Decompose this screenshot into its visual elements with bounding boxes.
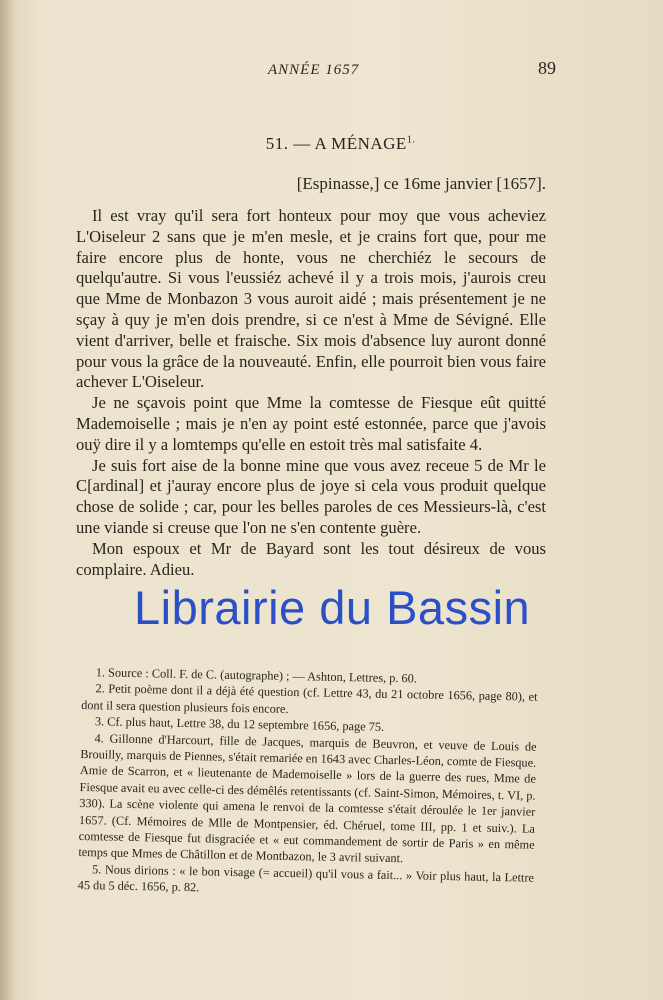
footnote: 4. Gillonne d'Harcourt, fille de Jacques, marquis de Beuvron, et veuve de Louis de Brouilly, marquis de Piennes, s'était remariée en 1643 avec Charles-Léon, comte de Fiesque. Amie de Scarron, et « lieutenante de Mademoiselle » lors de la guerre des rues, Mme de Fiesque avait eu avec celle-ci des démêlés retentissants (cf. Saint-Simon, Mémoires, t. VI, p. 330). La scène violente qui amena le renvoi de la comtesse s'était déroulée le 1er janvier 1657. (Cf. Mémoires de Mlle de Montpensier, éd. Chéruel, tome III, pp. 1 et suiv.). La comtesse de Fiesque fut disgraciée et « eut commandement de sortir de Paris » en même temps que Mmes de Châtillon et de Montbazon, le 3 avril suivant.	[78, 730, 537, 866]
paragraph: Je suis fort aise de la bonne mine que vous avez receue 5 de Mr le C[ardinal] et j'auray encore plus de joye si cela vous produit quelque chose de solide ; car, pour les belles paroles de ces Messieurs-là, c'est une viande si creuse que l'on ne s'en contente guère.	[76, 455, 546, 537]
letter-heading-note: 1.	[406, 134, 416, 146]
paragraph: Il est vray qu'il sera fort honteux pour moy que vous acheviez L'Oiseleur 2 sans que je m'en mesle, et je crains fort que, pour me faire encore plus de honte, vous ne cherchiéz le secours de quelqu'autre. Si vous l'eussiéz achevé il y a trois mois, j'aurois creu que Mme de Monbazon 3 vous auroit aidé ; mais présentement je ne sçay à quy je m'en dois prendre, si ce n'est à Mme de Sévigné. Elle vient d'arriver, belle et fraische. Six mois d'absence luy auront donné pour vous la grâce de la nouveauté. Enfin, elle pourroit bien vous faire achever L'Oiseleur.	[76, 206, 546, 392]
letter-heading	[0, 134, 663, 154]
footnote: 2. Petit poème dont il a déjà été question (cf. Lettre 43, du 21 octobre 1656, page 80), et dont il sera question plusieurs fois encore.	[81, 681, 538, 716]
letter-body	[76, 206, 546, 580]
letter-dateline: [Espinasse,] ce 16me janvier [1657].	[296, 174, 546, 193]
paragraph: Mon espoux et Mr de Bayard sont les tout désireux de vous complaire. Adieu.	[76, 538, 546, 579]
page-number: 89	[538, 58, 556, 78]
footnotes	[78, 664, 538, 902]
running-title: ANNÉE 1657	[268, 62, 360, 78]
bookseller-watermark: Librairie du Bassin	[134, 581, 531, 634]
footnote: 3. Cf. plus haut, Lettre 38, du 12 septembre 1656, page 75.	[94, 714, 385, 735]
letter-heading-text: 51. — A MÉNAGE	[265, 134, 407, 153]
footnote: 1. Source : Coll. F. de C. (autographe) ; — Ashton, Lettres, p. 60.	[95, 665, 418, 686]
running-head	[0, 58, 663, 82]
footnote: 5. Nous dirions : « le bon visage (= accueil) qu'il vous a fait... » Voir plus haut, la Lettre 45 du 5 déc. 1656, p. 82.	[77, 862, 535, 895]
paragraph: Je ne sçavois point que Mme la comtesse de Fiesque eût quitté Mademoiselle ; mais je n'en ay point esté estonnée, parce que j'avois ouÿ dire il y a lomtemps qu'elle en estoit très mal satisfaite 4.	[76, 393, 546, 454]
